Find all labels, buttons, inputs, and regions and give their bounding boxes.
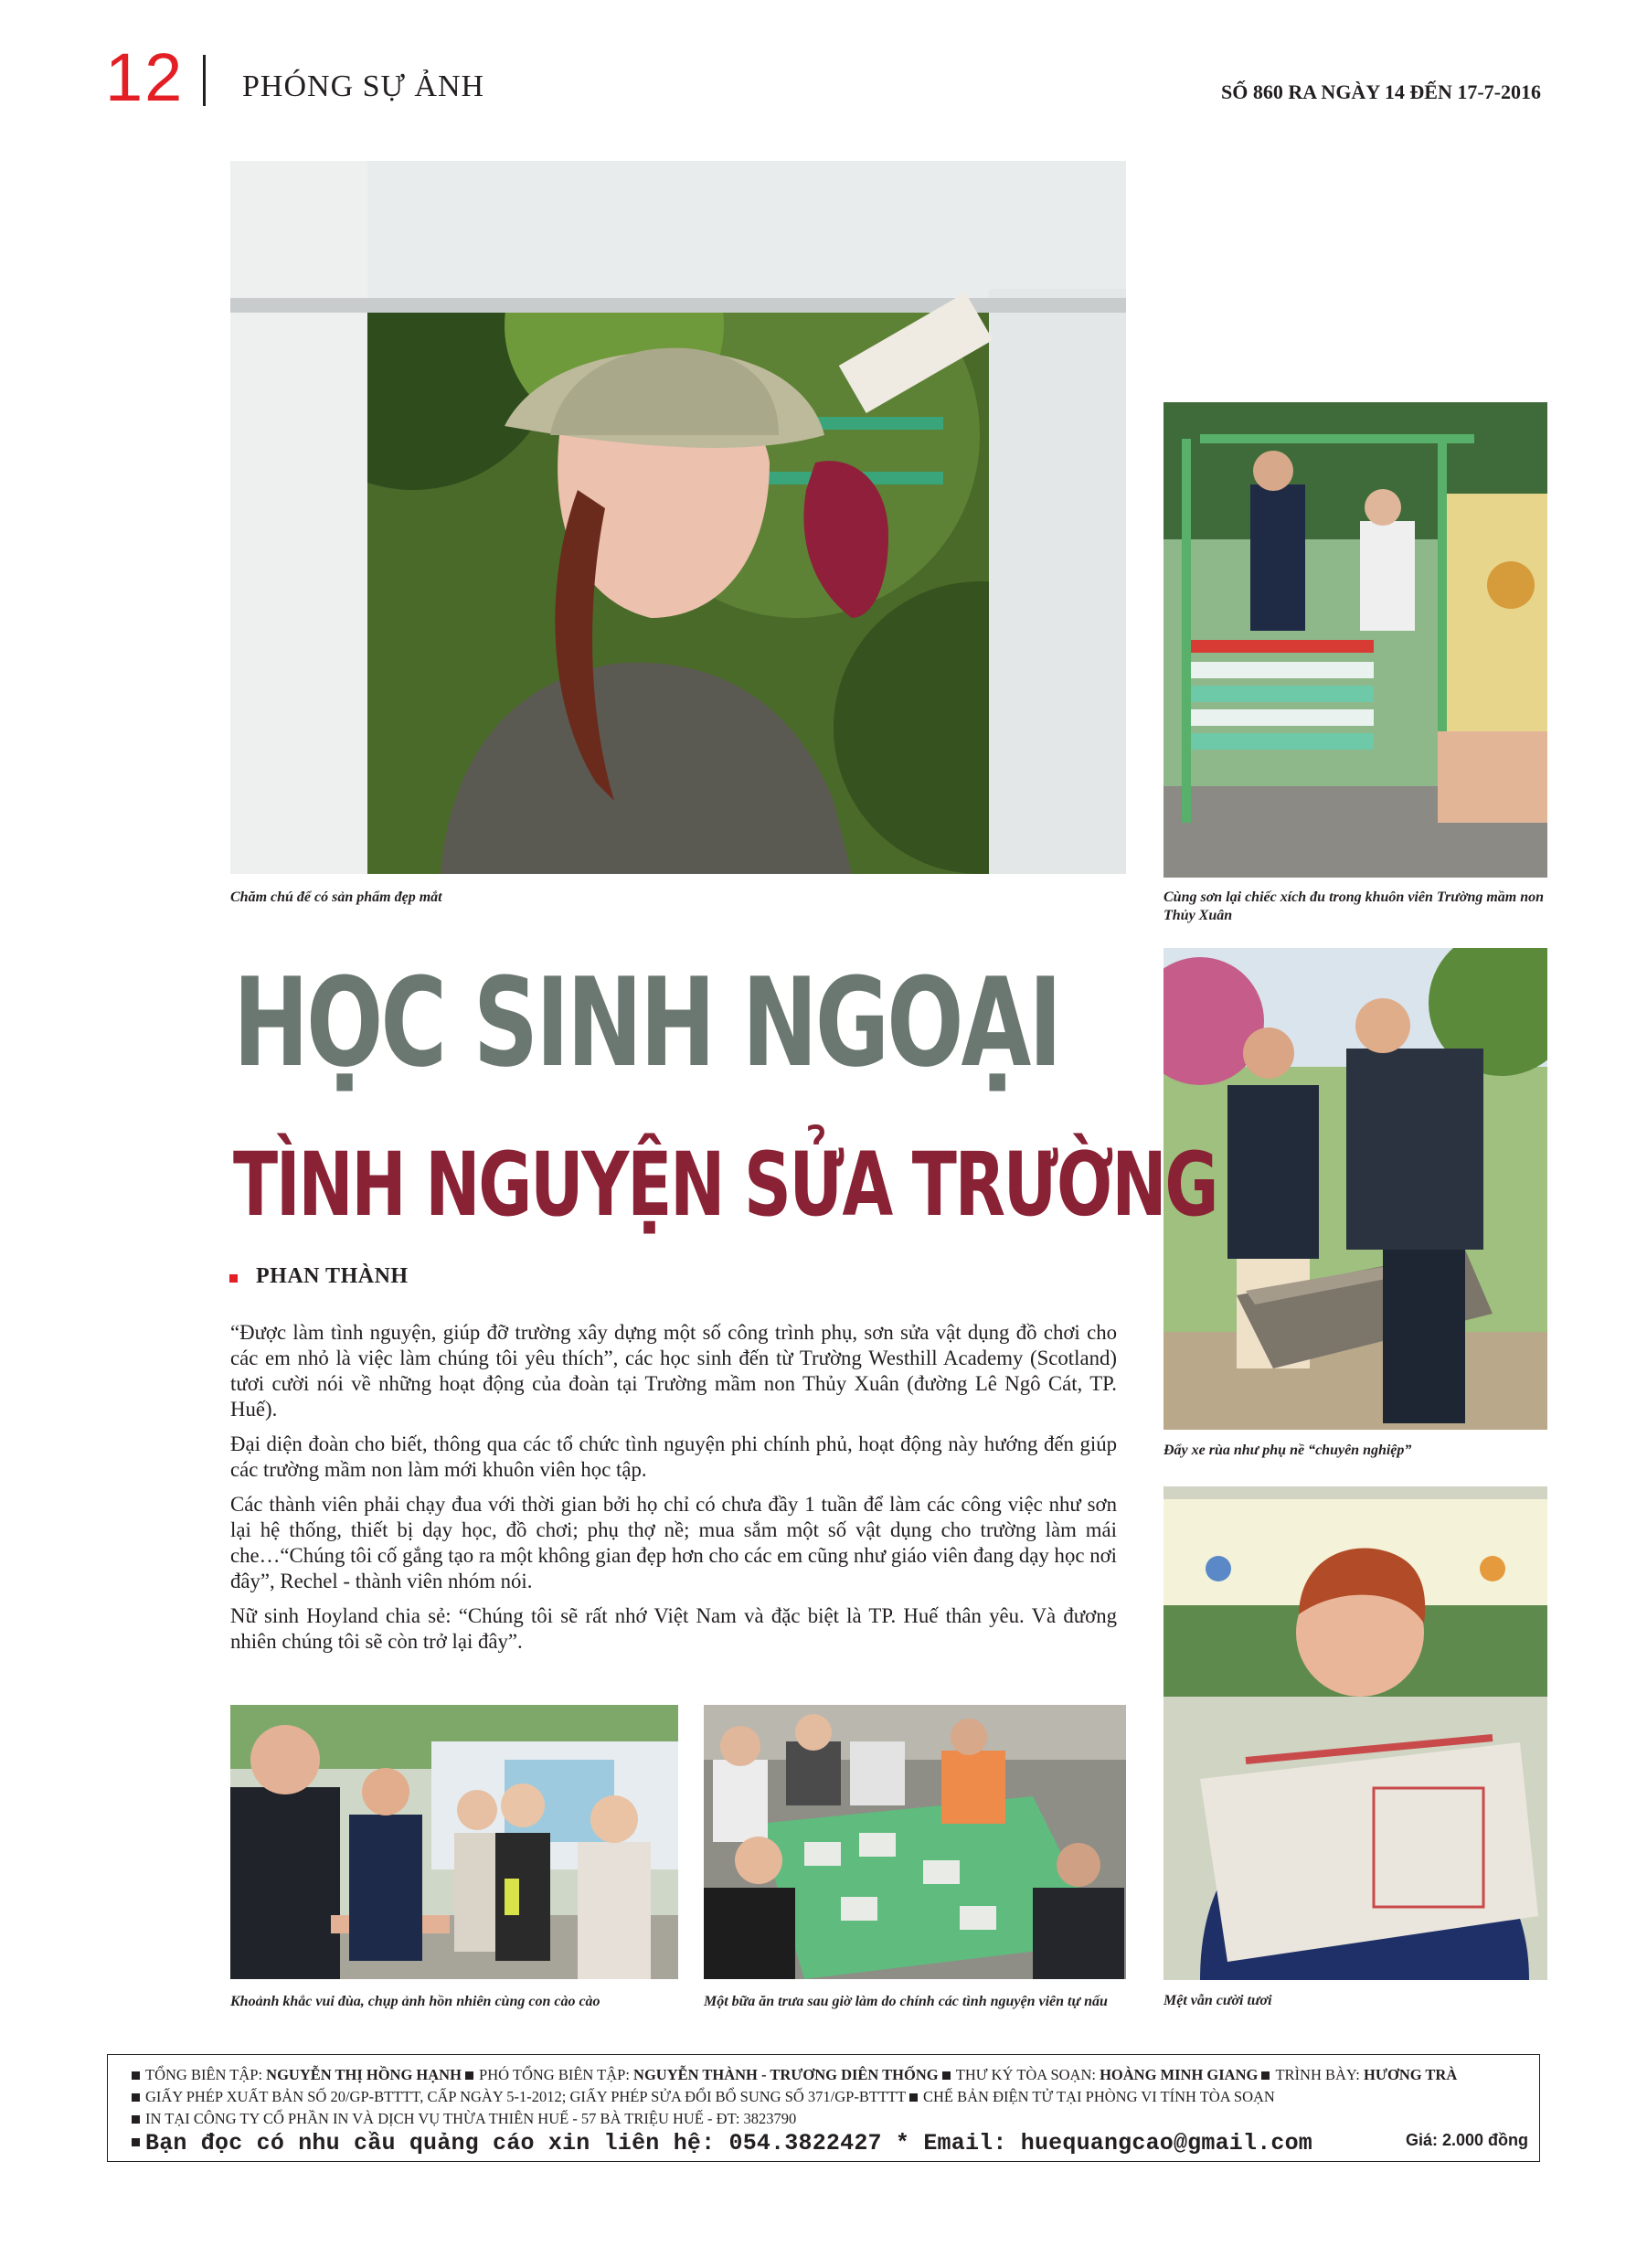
layout-name: HƯƠNG TRÀ: [1364, 2066, 1458, 2083]
section-title: PHÓNG SỰ ẢNH: [242, 69, 485, 103]
imprint-line-editors: [132, 2064, 1521, 2086]
imprint-line-ad: [132, 2130, 1521, 2157]
header-divider: [203, 55, 206, 106]
headline-line-2: TÌNH NGUYỆN SỬA TRƯỜNG: [233, 1134, 1217, 1236]
headline-line-1: HỌC SINH NGOẠI: [233, 952, 1060, 1094]
license-text: GIẤY PHÉP XUẤT BẢN SỐ 20/GP-BTTTT, CẤP NGÀY 5-1-2012; GIẤY PHÉP SỬA ĐỔI BỔ SUNG SỐ 371/GP-BTTTT: [145, 2088, 906, 2105]
secretary-label: THƯ KÝ TÒA SOẠN:: [955, 2066, 1096, 2083]
photo-wheelbarrow: [1164, 948, 1547, 1430]
caption-lunch: Một bữa ăn trưa sau giờ làm do chính các tình nguyện viên tự nấu: [704, 1994, 1108, 2009]
byline-bullet: [229, 1274, 238, 1283]
caption-smile: Mệt vẫn cười tươi: [1164, 1993, 1272, 2008]
ad-contact-text: Bạn đọc có nhu cầu quảng cáo xin liên hệ: 054.3822427 * Email: huequangcao@gmail.com: [145, 2130, 1313, 2156]
editor-in-chief-label: TỔNG BIÊN TẬP:: [145, 2066, 263, 2083]
imprint-box: [107, 2054, 1540, 2162]
caption-main-photo: Chăm chú để có sản phẩm đẹp mắt: [230, 889, 442, 905]
deputy-editor-label: PHÓ TỔNG BIÊN TẬP:: [479, 2066, 630, 2083]
imprint-line-license: [132, 2086, 1521, 2108]
article-paragraph-3: Các thành viên phải chạy đua với thời gian bởi họ chỉ có chưa đầy 1 tuần để làm các công việc như sơn lại hệ thống, thiết bị dạy học, đồ chơi; phụ thợ nề; mua sắm một số vật dụng cho trường làm mái che…“Chúng tôi cố gắng tạo ra một không gian đẹp hơn cho các em cũng như giáo viên đang dạy học nơi đây”, Rechel - thành viên nhóm nói.: [230, 1493, 1117, 1592]
typesetting-text: CHẾ BẢN ĐIỆN TỬ TẠI PHÒNG VI TÍNH TÒA SOẠN: [923, 2088, 1275, 2105]
issue-date: SỐ 860 RA NGÀY 14 ĐẾN 17-7-2016: [1221, 80, 1541, 103]
article-body: [230, 1320, 1117, 1664]
printer-text: IN TẠI CÔNG TY CỔ PHẦN IN VÀ DỊCH VỤ THỪA THIÊN HUẾ - 57 BÀ TRIỆU HUẾ - ĐT: 3823790: [145, 2110, 797, 2127]
secretary-name: HOÀNG MINH GIANG: [1100, 2066, 1259, 2083]
article-paragraph-2: Đại diện đoàn cho biết, thông qua các tổ chức tình nguyện phi chính phủ, hoạt động này hướng đến giúp các trường mầm non làm mới khuôn viên học tập.: [230, 1432, 1117, 1481]
photo-painting-swing: [1164, 402, 1547, 878]
main-photo-girl-painting: [230, 161, 1126, 874]
photo-lunch: [704, 1705, 1126, 1979]
price-label: Giá: 2.000 đồng: [1405, 2131, 1528, 2149]
layout-label: TRÌNH BÀY:: [1275, 2066, 1360, 2083]
caption-photo-fun: Khoảnh khắc vui đùa, chụp ảnh hồn nhiên cùng con cào cào: [230, 1994, 600, 2009]
caption-wheelbarrow: Đẩy xe rùa như phụ nề “chuyên nghiệp”: [1164, 1443, 1412, 1458]
article-paragraph-1: “Được làm tình nguyện, giúp đỡ trường xây dựng một số công trình phụ, sơn sửa vật dụng đồ chơi cho các em nhỏ là việc làm chúng tôi yêu thích”, các học sinh đến từ Trường Westhill Academy (Scotland) tươi cười nói về những hoạt động của đoàn tại Trường mầm non Thủy Xuân (đường Lê Ngô Cát, TP. Huế).: [230, 1321, 1117, 1421]
page-number: 12: [105, 39, 185, 115]
article-paragraph-4: Nữ sinh Hoyland chia sẻ: “Chúng tôi sẽ rất nhớ Việt Nam và đặc biệt là TP. Huế thân yêu. Và đương nhiên chúng tôi sẽ còn trở lại đây”.: [230, 1604, 1117, 1653]
caption-swing: Cùng sơn lại chiếc xích đu trong khuôn viên Trường mầm non Thủy Xuân: [1164, 889, 1545, 923]
editor-in-chief-name: NGUYỄN THỊ HỒNG HẠNH: [266, 2066, 462, 2083]
imprint-line-printer: [132, 2108, 1521, 2130]
photo-fun-grasshopper: [230, 1705, 678, 1979]
deputy-editor-names: NGUYỄN THÀNH - TRƯƠNG DIÊN THỐNG: [633, 2066, 939, 2083]
photo-smiling-student-sack: [1164, 1486, 1547, 1980]
byline-author: PHAN THÀNH: [256, 1264, 409, 1288]
